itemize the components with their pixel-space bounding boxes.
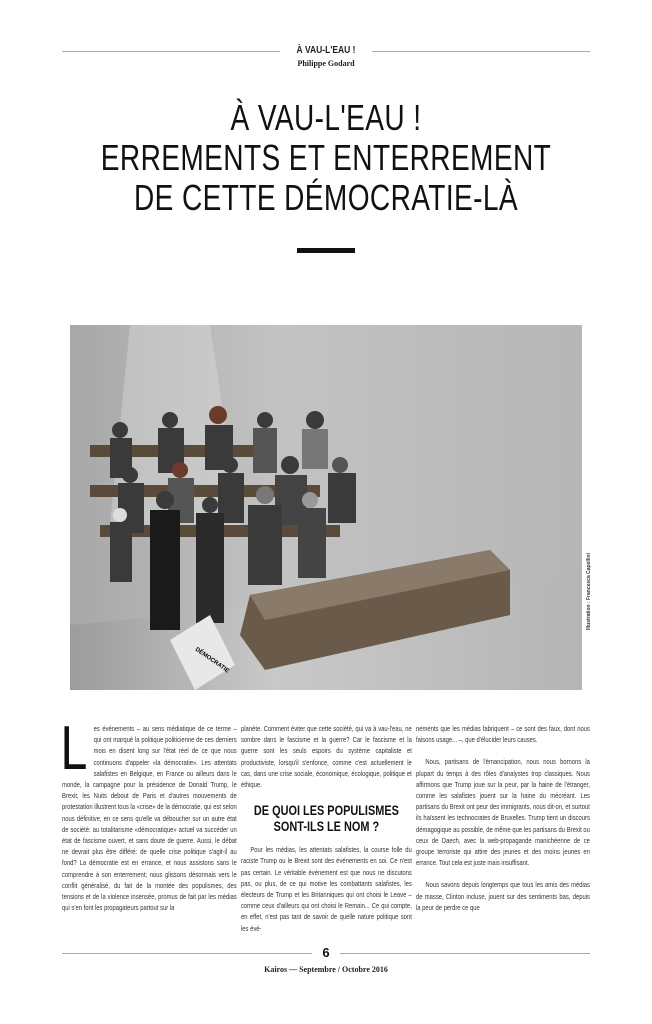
subheading: DE QUOI LES POPULISMES SONT-ILS LE NOM ? (253, 802, 399, 835)
paragraph: es événements – au sens médiatique de ce terme – qui ont marqué la politique politicienne de ces derniers mois en disent long sur l'état réel de ce que nous continuons d'appeler «la démocratie». Les attentats salafistes en Belgique, en France ou ailleurs dans le monde, la campagne pour la présidence de Donald Trump, le Brexit, les Nuits debout de Paris et d'autres mouvements de protestation illustrent tous la «crise» de la démocratie, qui est selon nous définitive, en ce sens qu'elle va déboucher sur un autre état de société: au totalitarisme «démocratique» actuel va succéder un état de fascisme ouvert, et sans doute de guerre. Aussi, le débat ne devrait plus être différé: de quelle crise politique s'agit-il au fond? La démocratie est en errance, et nous assistons sans le comprendre à son enterrement; nous glissons désormais vers le conflit généralisé, du fait de la montée des populismes, des tensions et de la violence insensée, promus de fait par les médias qui s'en font les propagateurs partout sur la (62, 724, 237, 913)
title-line: ERREMENTS ET ENTERREMENT (100, 137, 552, 178)
title-line: À VAU-L'EAU ! (230, 97, 422, 138)
section-kicker: À VAU-L'EAU ! (296, 45, 356, 56)
author-name: Philippe Godard (297, 59, 355, 68)
column-3 (416, 723, 590, 924)
paragraph: planète. Comment éviter que cette société, qui va à vau-l'eau, ne sombre dans le fascisme et la guerre? Car le fascisme et la guerre sont les seuls espoirs du système capitaliste et productiviste, lorsqu'il s'enfonce, comme c'est actuellement le cas, dans une crise sociale, économique, écologique, politique et éthique. (241, 724, 412, 790)
title-line: DE CETTE DÉMOCRATIE-LÀ (133, 177, 519, 218)
paragraph: Nous, partisans de l'émancipation, nous nous bornons la plupart du temps à des rôles d'analystes trop classiques. Nous affirmons que Trump joue sur la peur, par la haine de l'étranger, comme les salafistes jouent sur la haine du mécréant. Les partisans du Brexit ont peur des immigrants, nous dit-on, et surtout ils haïssent les technocrates de Bruxelles. Trump tient un discours démagogique au possible, de même que les partisans du Brexit ou ceux de Daech, avec la web-propagande manichéenne de ce groupe terroriste qui attire des jeunes et des moins jeunes en errance. Tout cela est juste mais insuffisant. (416, 757, 590, 868)
paragraph: Nous savons depuis longtemps que tous les amis des médias de masse, Clinton incluse, jouent sur des sentiments bas, depuis la peur de perdre ce que (416, 880, 590, 912)
drop-cap: L (60, 714, 88, 783)
article-title (72, 98, 581, 218)
funeral-illustration (70, 325, 582, 690)
page-number: 6 (322, 945, 330, 960)
title-divider (297, 248, 355, 253)
illustration-credit: Illustration : Francesca Capellini (586, 553, 592, 630)
column-2 (241, 723, 412, 945)
column-1 (60, 714, 237, 924)
illustration-drawing (70, 325, 582, 690)
sign-text: DÉMOCRATIE (193, 646, 230, 675)
paragraph: nements que les médias fabriquent – ce sont des faux, dont nous faisons usage... –, que d'élucider leurs causes. (416, 724, 590, 745)
issue-info: Kairos — Septembre / Octobre 2016 (264, 965, 388, 974)
paragraph: Pour les médias, les attentats salafistes, la course folle du raciste Trump ou le Brexit sont des événements en soi. Ce n'est pas certain. Le véritable événement est que nous ne discutons pas, ou plus, de ce qui motive les combattants salafistes, les électeurs de Trump et les Britanniques qui ont choisi le Leave – comme ceux d'ailleurs qui ont choisi le Remain... Ce qui compte, en effet, n'est pas tant de savoir de quelle nature politique sont les évé- (241, 845, 412, 933)
